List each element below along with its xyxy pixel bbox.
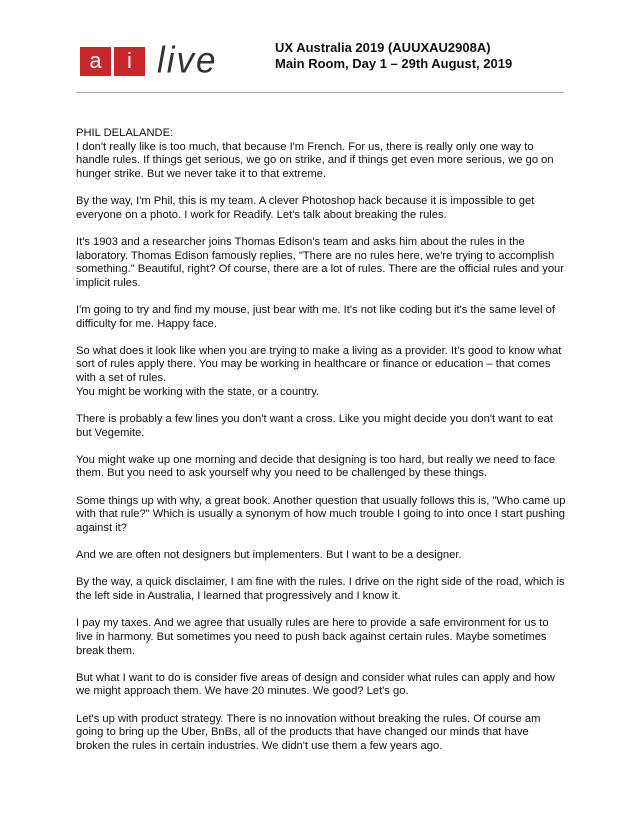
transcript-paragraph [76, 345, 566, 399]
event-session: Main Room, Day 1 – 29th August, 2019 [275, 56, 513, 71]
transcript-paragraph: I'm going to try and find my mouse, just bear with me. It's not like coding but it's the same level of difficulty for me. Happy face. [76, 304, 555, 330]
logo-word-live: live [157, 40, 218, 81]
transcript-paragraph [76, 127, 566, 181]
transcript-body [76, 127, 566, 767]
paragraph-text: I don't really like is too much, that because I'm French. For us, there is really only one way to handle rules. If things get serious, we go on strike, and if things get even more serious, we go on hunger strike. But we never take it to that extreme. [76, 140, 554, 180]
header-divider [76, 92, 564, 93]
logo-letter-a: a [80, 47, 111, 76]
transcript-paragraph: But what I want to do is consider five areas of design and consider what rules can apply and how we might approach them. We have 20 minutes. We good? Let's go. [76, 671, 555, 698]
transcript-paragraph: By the way, a quick disclaimer, I am fine with the rules. I drive on the right side of the road, which is the left side in Australia, I learned that progressively and I know it. [76, 576, 565, 603]
transcript-paragraph: I pay my taxes. And we agree that usually rules are here to provide a safe environment for us to live in harmony. But sometimes you need to push back against certain rules. Maybe sometimes break them. [76, 617, 549, 657]
transcript-paragraph: By the way, I'm Phil, this is my team. A clever Photoshop hack because it is impossible to get everyone on a photo. I work for Readify. Let's talk about breaking the rules. [76, 195, 535, 221]
transcript-paragraph: And we are often not designers but implementers. But I want to be a designer. [76, 549, 462, 562]
page-header [0, 0, 640, 100]
event-info [275, 40, 512, 72]
transcript-paragraph: Some things up with why, a great book. Another question that usually follows this is, "Who came up with that rule?" Which is usually a synonym of how much trouble I going to into once I start pushing against it? [76, 494, 566, 534]
speaker-name: PHIL DELALANDE: [76, 127, 174, 139]
logo-letter-i: i [114, 47, 145, 76]
transcript-paragraph: There is probably a few lines you don't want a cross. Like you might decide you don't want to eat but Vegemite. [76, 412, 553, 439]
transcript-paragraph: Let's up with product strategy. There is no innovation without breaking the rules. Of course am going to bring up the Uber, BnBs, all of the products that have changed our minds that have broken the rules in certain industries. We didn't use them a few years ago. [76, 712, 541, 752]
transcript-paragraph: You might wake up one morning and decide that designing is too hard, but really we need to face them. But you need to ask yourself why you need to be challenged by these things. [76, 453, 556, 480]
event-title: UX Australia 2019 (AUUXAU2908A) [275, 40, 491, 55]
paragraph-text: So what does it look like when you are trying to make a living as a provider. It's good to know what sort of rules apply there. You may be working in healthcare or finance or education – that comes with a set of rules. [76, 344, 562, 385]
transcript-paragraph: It's 1903 and a researcher joins Thomas Edison's team and asks him about the rules in the laboratory. Thomas Edison famously replies, "There are no rules here, we're trying to accomplish something." Beautiful, right? Of course, there are a lot of rules. There are the official rules and your implicit rules. [76, 235, 564, 289]
ai-live-logo [80, 40, 218, 81]
paragraph-text: You might be working with the state, or a country. [76, 385, 320, 398]
